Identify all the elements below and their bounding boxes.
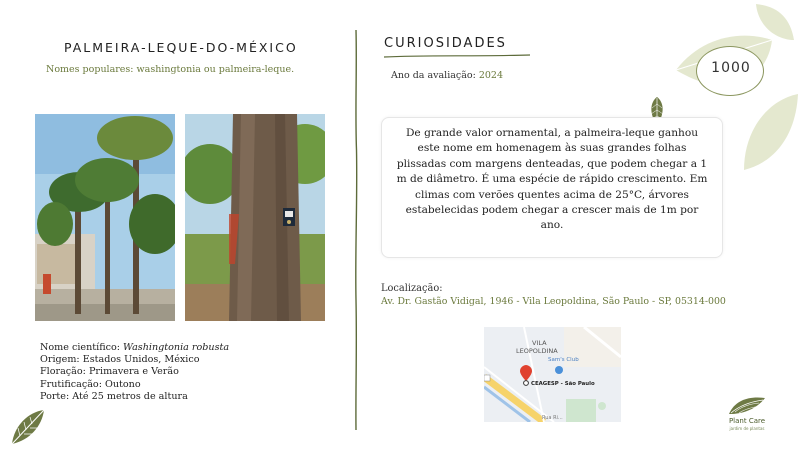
palm-trunk-photo [185, 114, 325, 321]
species-info [40, 342, 229, 403]
brand-tagline: jardim de plantas [729, 426, 765, 431]
scientific-name: Nome científico: Washingtonia robusta [40, 342, 230, 353]
location-label: Localização: [381, 283, 443, 294]
map-area-label-2: LEOPOLDINA [516, 347, 558, 355]
flowering: Floração: Primavera e Verão [40, 366, 179, 378]
map-place-label: Sam's Club [548, 357, 579, 363]
map-area-label: VILA [532, 339, 547, 347]
fruiting: Frutificação: Outono [40, 378, 141, 390]
map-marker-label: CEAGESP - São Paulo [531, 381, 595, 387]
leaf-icon [10, 408, 46, 446]
size: Porte: Até 25 metros de altura [40, 390, 188, 402]
location-address: Av. Dr. Gastão Vidigal, 1946 - Vila Leopoldina, São Paulo - SP, 05314-000 [381, 296, 726, 307]
vertical-divider [352, 30, 360, 430]
location-map[interactable] [484, 327, 621, 422]
evaluation-year: Ano da avaliação: 2024 [391, 70, 504, 81]
brand-name: Plant Care [728, 417, 766, 425]
badge-number: 1000 [711, 60, 751, 76]
popular-names: Nomes populares: washingtonia ou palmeira-leque. [46, 64, 295, 75]
species-title: PALMEIRA-LEQUE-DO-MÉXICO [64, 40, 298, 55]
brand-logo-icon [727, 394, 767, 416]
description-box: De grande valor ornamental, a palmeira-leque ganhou este nome em homenagem às suas grandes folhas plissadas com margens denteadas, que podem chegar a 1 m de diâmetro. É uma espécie de rápido crescimento. Em climas com verões quentes acima de 25°C, árvores estabelecidas podem chegar a crescer mais de 1m por ano. [381, 117, 723, 258]
map-street-label: Rua Ri... [542, 415, 563, 421]
title-underline [384, 53, 530, 59]
origin: Origem: Estados Unidos, México [40, 354, 200, 366]
section-title: CURIOSIDADES [384, 36, 507, 51]
palm-tree-photo [35, 114, 175, 321]
